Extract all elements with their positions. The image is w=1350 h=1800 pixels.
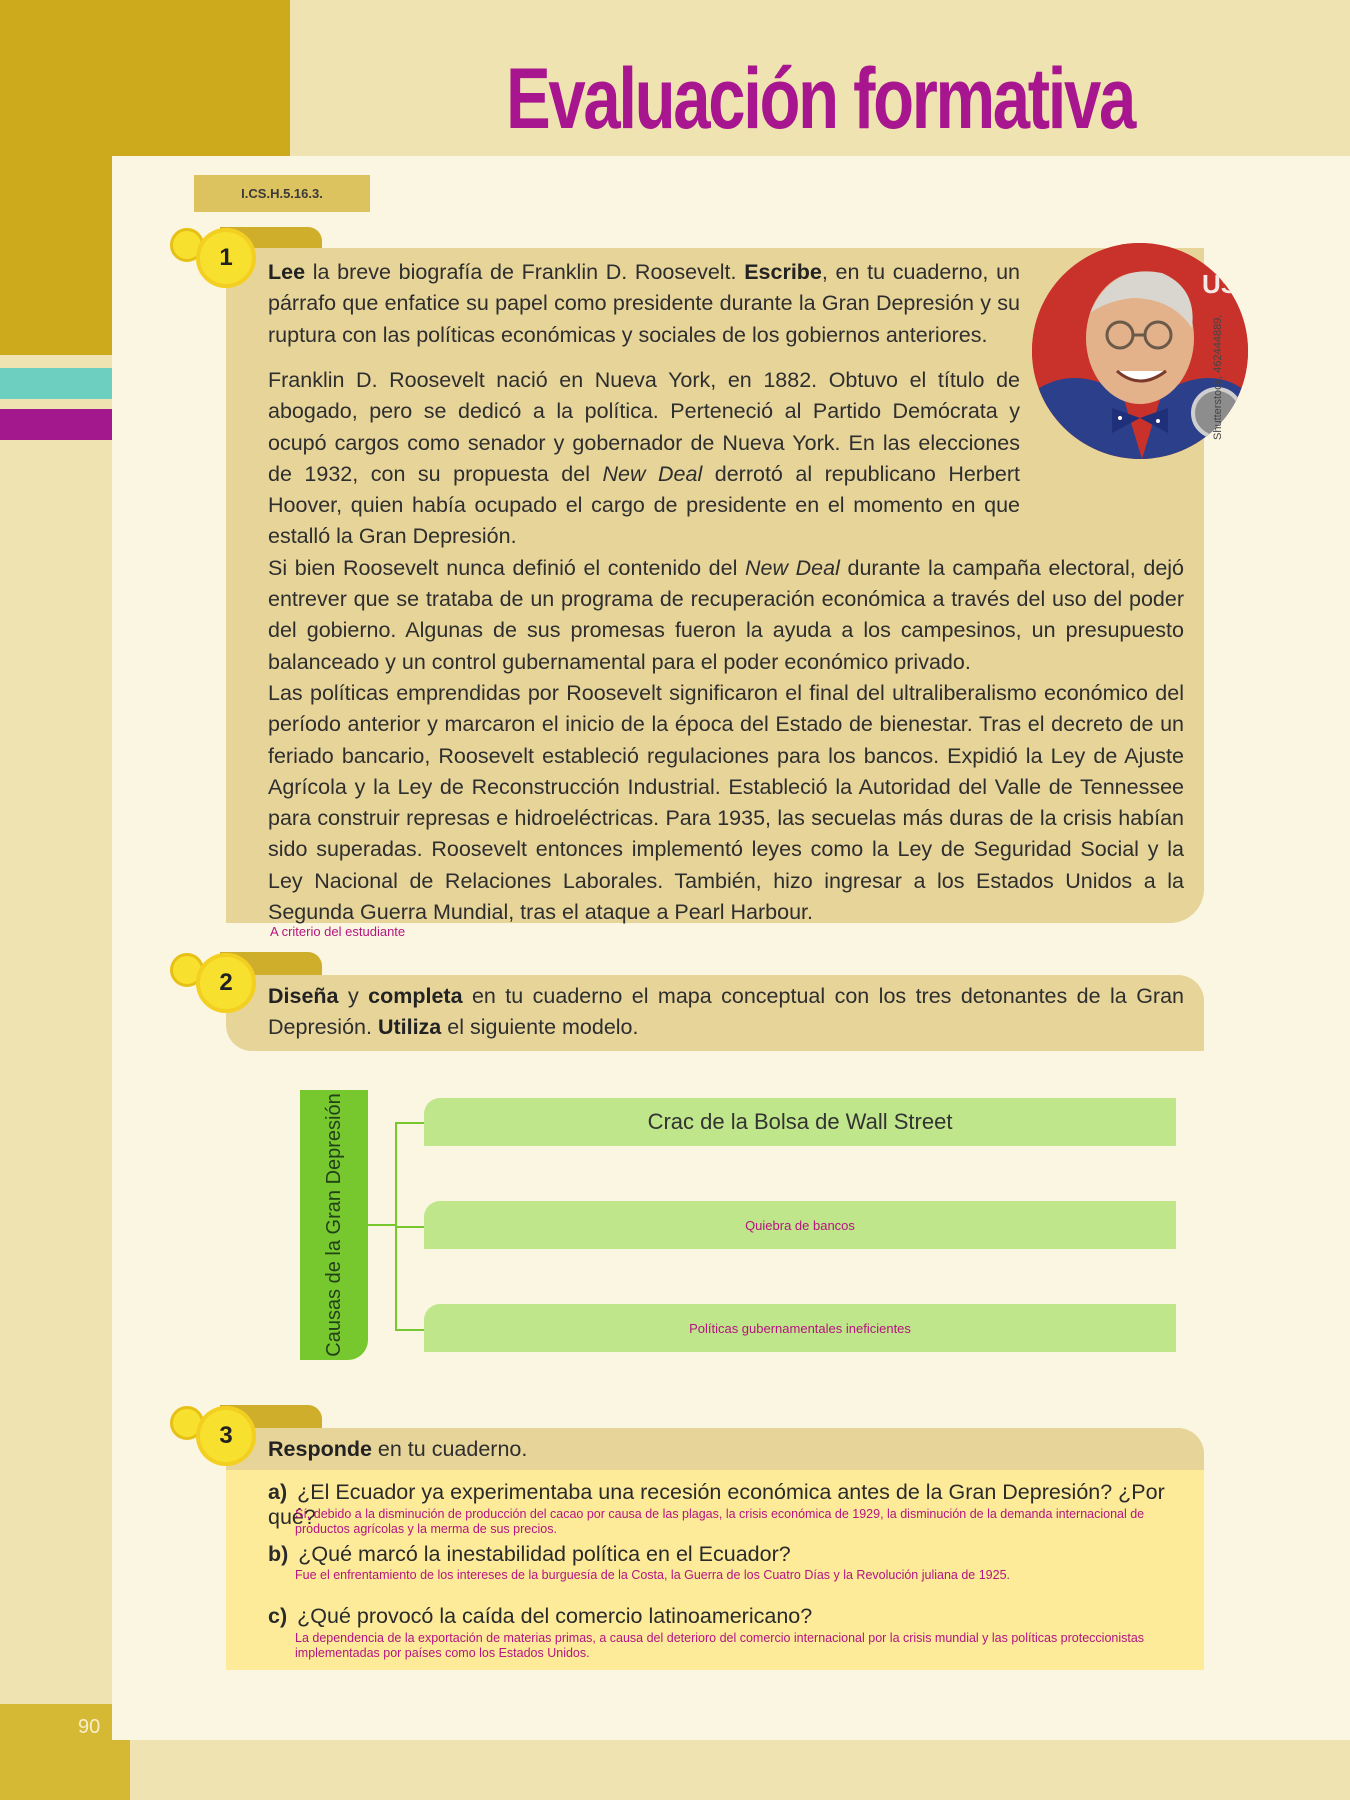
- question-text: ¿El Ecuador ya experimentaba una recesión económica antes de la Gran Depresión? ¿Por qué?: [268, 1480, 1165, 1529]
- prompt-text: el siguiente modelo.: [441, 1015, 639, 1040]
- concept-node-answer: Quiebra de bancos: [745, 1217, 855, 1233]
- activity1-prompt: [268, 257, 1020, 351]
- roosevelt-biography: [268, 365, 1184, 928]
- page-title: Evaluación formativa: [506, 51, 1134, 147]
- concept-node-3: [424, 1304, 1176, 1352]
- map-connector: [395, 1226, 425, 1228]
- activity3-prompt: [268, 1434, 968, 1465]
- map-connector: [395, 1122, 425, 1124]
- verb-utiliza: Utiliza: [377, 1015, 442, 1040]
- page-number-block: [0, 1704, 130, 1800]
- bio-italic: New Deal: [745, 555, 840, 580]
- verb-responde: Responde: [268, 1437, 372, 1461]
- verb-disena: Diseña: [268, 984, 339, 1008]
- bio-text: durante la campaña electoral, dejó entrever que se trataba de un programa de recuperación económica a través del uso del poder del gobierno. Algunas de sus promesas fueron la ayuda a los campesinos, un presupuesto balanceado y un control gubernamental para el poder económico privado.: [268, 555, 1185, 674]
- question-c: [268, 1604, 1184, 1629]
- bio-text: Si bien Roosevelt nunca definió el contenido del: [268, 555, 746, 580]
- map-connector: [368, 1224, 396, 1226]
- concept-map-root: [300, 1090, 368, 1360]
- svg-text:US: US: [1202, 269, 1239, 299]
- verb-lee: Lee: [268, 260, 306, 284]
- bio-paragraph-1: [268, 365, 1020, 553]
- concept-node-answer: Políticas gubernamentales ineficientes: [689, 1320, 911, 1336]
- answer-b: Fue el enfrentamiento de los intereses de la burguesía de la Costa, la Guerra de los Cuatro Días y la Revolución juliana de 1925.: [295, 1568, 1011, 1582]
- magenta-stripe: [0, 409, 112, 440]
- verb-completa: completa: [368, 984, 463, 1008]
- bio-text: Franklin D. Roosevelt nació en Nueva York, en 1882. Obtuvo el título de abogado, pero se dedicó a la política. Perteneció al Partido Demócrata y ocupó cargos como senador y gobernador de Nueva York. En las elecciones de 1932, con su propuesta del: [268, 368, 1020, 486]
- answer-c: La dependencia de la exportación de materias primas, a causa del deterioro del comercio internacional por la crisis mundial y las políticas proteccionistas implementadas por países como los Estados Unidos.: [295, 1631, 1145, 1660]
- question-text: ¿Qué provocó la caída del comercio latinoamericano?: [297, 1604, 813, 1628]
- bio-paragraph-3: Las políticas emprendidas por Roosevelt significaron el final del ultraliberalismo económico del período anterior y marcaron el inicio de la época del Estado de bienestar. Tras el decreto de un feriado bancario, Roosevelt estableció regulaciones para los bancos. Expidió la Ley de Ajuste Agrícola y la Ley de Reconstrucción Industrial. Estableció la Autoridad del Valle de Tennessee para construir represas e hidroeléctricas. Para 1935, las secuelas más duras de la crisis habían sido superadas. Roosevelt entonces implementó leyes como la Ley de Seguridad Social y la Ley Nacional de Relaciones Laborales. También, hizo ingresar a los Estados Unidos a la Segunda Guerra Mundial, tras el ataque a Pearl Harbour.: [268, 680, 1184, 925]
- prompt-text: la breve biografía de Franklin D. Roosevelt.: [305, 260, 745, 284]
- question-b: [268, 1542, 1184, 1567]
- activity1-number: 1: [196, 228, 256, 288]
- activity1-answer: A criterio del estudiante: [270, 924, 406, 939]
- bio-italic: New Deal: [602, 461, 703, 486]
- photo-credit: Shutterstock, 462444889.: [1212, 314, 1224, 440]
- concept-map-root-label: Causas de la Gran Depresión: [323, 1093, 345, 1357]
- concept-node-2: [424, 1201, 1176, 1249]
- prompt-text: y: [338, 984, 369, 1008]
- question-letter: a): [268, 1480, 288, 1504]
- verb-escribe: Escribe: [744, 260, 822, 284]
- concept-node-label: Crac de la Bolsa de Wall Street: [647, 1109, 953, 1134]
- question-letter: c): [268, 1604, 288, 1628]
- prompt-text: en tu cuaderno el mapa conceptual con los tres detonantes de la Gran Depresión.: [268, 984, 1184, 1040]
- activity2-prompt: [268, 981, 1184, 1044]
- activity3-number: 3: [196, 1406, 256, 1466]
- skill-code: I.CS.H.5.16.3.: [194, 175, 370, 212]
- teal-stripe: [0, 368, 112, 399]
- answer-a: Sí, debido a la disminución de producción del cacao por causa de las plagas, la crisis económica de 1929, la disminución de la demanda internacional de productos agrícolas y la merma de sus precios.: [295, 1507, 1145, 1536]
- prompt-text: en tu cuaderno.: [371, 1437, 528, 1461]
- concept-node-1: [424, 1098, 1176, 1146]
- question-letter: b): [268, 1542, 289, 1566]
- activity2-number: 2: [196, 953, 256, 1013]
- page-number: 90: [78, 1716, 101, 1738]
- prompt-text: , en tu cuaderno, un párrafo que enfatice su papel como presidente durante la Gran Depresión y su ruptura con las políticas económicas y sociales de los gobiernos anteriores.: [268, 260, 1020, 347]
- bio-paragraph-2: [268, 553, 1184, 678]
- question-text: ¿Qué marcó la inestabilidad política en el Ecuador?: [298, 1542, 791, 1566]
- bio-text: derrotó al republicano Herbert Hoover, quien había ocupado el cargo de presidente en el momento en que estalló la Gran Depresión.: [268, 461, 1021, 549]
- map-connector: [395, 1329, 425, 1331]
